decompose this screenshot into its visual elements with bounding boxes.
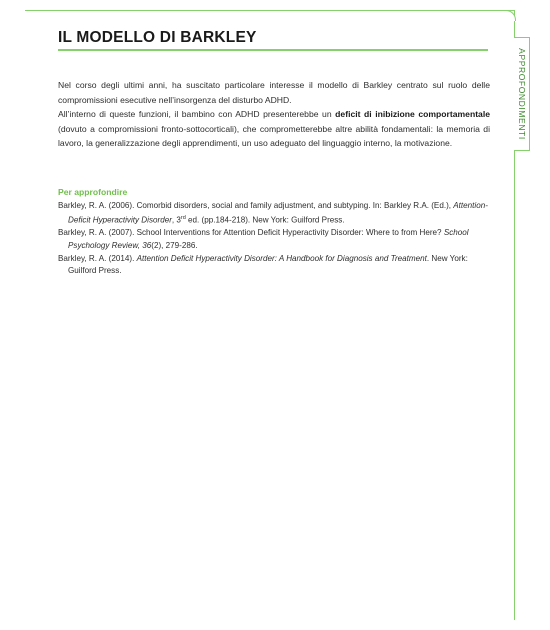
frame-top-border	[25, 10, 514, 11]
reference-text: Barkley, R. A. (2007). School Interventions for Attention Deficit Hyperactivity Disorder: Where to from Here?	[58, 228, 444, 238]
paragraph-2-part-2: (dovuto a compromissioni fronto-sottocorticali), che comprometterebbe altre abilità fondamentali: la memoria di lavoro, la generalizzazione degli apprendimenti, un uso adeguato del linguaggio interno, la motivazione.	[58, 123, 490, 149]
reference-text-end: ed. (pp.184-218). New York: Guilford Press.	[185, 215, 345, 225]
paragraph-2-part-1: All’interno di queste funzioni, il bambino con ADHD presenterebbe un	[58, 109, 336, 120]
reference-volume: , 36	[137, 241, 152, 251]
reference-title: Attention-Deficit Hyperactivity Disorder	[68, 200, 488, 225]
side-tab	[514, 37, 530, 151]
paragraph-2-bold: deficit di inibizione comportamentale	[335, 109, 491, 120]
reference-edition: , 3	[171, 215, 181, 225]
reference-superscript: rd	[180, 215, 186, 222]
title-underline	[58, 49, 488, 51]
reference-text-end: (2), 279-286.	[151, 241, 198, 251]
reference-title: Attention Deficit Hyperactivity Disorder: A Handbook for Diagnosis and Treatment	[136, 253, 427, 263]
reference-item	[58, 227, 490, 252]
reference-item	[58, 200, 490, 228]
side-tab-label: APPROFONDIMENTI	[516, 48, 527, 140]
reference-text-end: . New York: Guilford Press.	[68, 253, 468, 276]
references-heading: Per approfondire	[58, 187, 128, 197]
reference-item	[58, 253, 490, 278]
reference-text: Barkley, R. A. (2014).	[58, 253, 137, 263]
references-section	[58, 186, 490, 278]
paragraph-2	[58, 107, 490, 151]
reference-text: Barkley, R. A. (2006). Comorbid disorders, social and family adjustment, and subtyping. In: Barkley R.A. (Ed.),	[58, 200, 454, 210]
paragraph-1: Nel corso degli ultimi anni, ha suscitato particolare interesse il modello di Barkley centrato sul ruolo delle compromissioni esecutive nell’insorgenza del disturbo ADHD.	[58, 80, 490, 105]
page-title: IL MODELLO DI BARKLEY	[58, 29, 257, 46]
reference-title: School Psychology Review	[68, 228, 469, 251]
body-text	[58, 78, 490, 151]
